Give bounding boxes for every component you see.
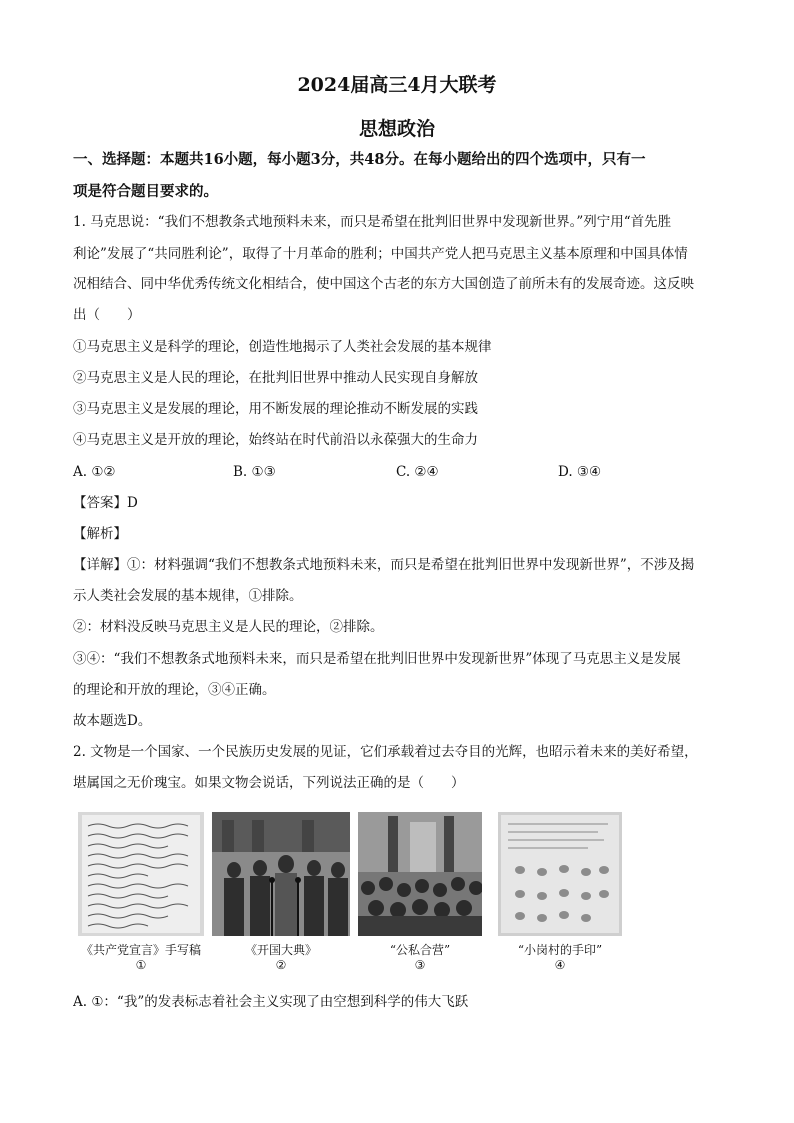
figure-4-caption: “小岗村的手印”	[517, 943, 603, 957]
handprints-image	[498, 812, 622, 936]
q2-option-a: A. ①：“我”的发表标志着社会主义实现了由空想到科学的伟大飞跃	[73, 994, 469, 1010]
figure-2-number: ②	[275, 958, 287, 972]
q2-stem-line-1: 2. 文物是一个国家、一个民族历史发展的见证，它们承载着过去夺目的光辉，也昭示着未来的美好希望，	[73, 744, 698, 760]
manuscript-image	[78, 812, 204, 936]
q1-stem-line-4: 出（ ）	[73, 307, 141, 323]
section-heading-line-1: 一、选择题：本题共16小题，每小题3分，共48分。在每小题给出的四个选项中，只有一	[73, 151, 646, 168]
q1-statement-4: ④马克思主义是开放的理论，始终站在时代前沿以永葆强大的生命力	[73, 432, 478, 448]
q1-stem-line-1: 1. 马克思说：“我们不想教条式地预料未来，而只是希望在批判旧世界中发现新世界。”列宁用“首先胜	[73, 214, 672, 230]
q1-option-b: B. ①③	[233, 464, 276, 480]
q1-detail-line-6: 故本题选D。	[73, 713, 152, 729]
q1-detail-line-2: 示人类社会发展的基本规律，①排除。	[73, 588, 303, 604]
q1-analysis-label: 【解析】	[73, 526, 127, 542]
q1-stem-line-3: 况相结合、同中华优秀传统文化相结合，使中国这个古老的东方大国创造了前所未有的发展奇迹。这反映	[73, 276, 694, 292]
q2-stem-line-2: 堪属国之无价瑰宝。如果文物会说话，下列说法正确的是（ ）	[73, 775, 465, 791]
q1-detail-line-5: 的理论和开放的理论，③④正确。	[73, 682, 276, 698]
founding-ceremony-image	[212, 812, 350, 936]
q1-option-a: A. ①②	[73, 464, 116, 480]
figure-1-caption: 《共产党宣言》手写稿	[80, 943, 201, 957]
q1-statement-2: ②马克思主义是人民的理论，在批判旧世界中推动人民实现自身解放	[73, 370, 478, 386]
q1-option-c: C. ②④	[396, 464, 439, 480]
figure-1-number: ①	[135, 958, 147, 972]
q1-option-d: D. ③④	[558, 464, 602, 480]
figure-xiaogang-handprints	[498, 812, 622, 972]
q1-detail-line-1: 【详解】①：材料强调“我们不想教条式地预料未来，而只是希望在批判旧世界中发现新世界”，不涉及揭	[73, 557, 695, 573]
q1-answer: 【答案】D	[73, 495, 138, 511]
figure-4-number: ④	[554, 958, 566, 972]
figure-founding-ceremony	[212, 812, 350, 972]
figure-manifesto-manuscript	[78, 812, 204, 972]
subject-title: 思想政治	[358, 118, 435, 140]
figure-public-private-partnership	[358, 812, 482, 972]
figure-3-caption: “公私合营”	[389, 943, 451, 957]
q1-stem-line-2: 利论”发展了“共同胜利论”，取得了十月革命的胜利；中国共产党人把马克思主义基本原理和中国具体情	[73, 246, 688, 262]
figure-2-caption: 《开国大典》	[244, 943, 317, 957]
figure-3-number: ③	[414, 958, 426, 972]
q1-statement-1: ①马克思主义是科学的理论，创造性地揭示了人类社会发展的基本规律	[73, 339, 492, 355]
q1-detail-line-3: ②：材料没反映马克思主义是人民的理论，②排除。	[73, 619, 384, 635]
q1-statement-3: ③马克思主义是发展的理论，用不断发展的理论推动不断发展的实践	[73, 401, 478, 417]
exam-title: 2024届高三4月大联考	[297, 74, 497, 96]
public-private-image	[358, 812, 482, 936]
section-heading-line-2: 项是符合题目要求的。	[73, 183, 218, 200]
q1-detail-line-4: ③④：“我们不想教条式地预料未来，而只是希望在批判旧世界中发现新世界”体现了马克思主义是发展	[73, 651, 681, 667]
